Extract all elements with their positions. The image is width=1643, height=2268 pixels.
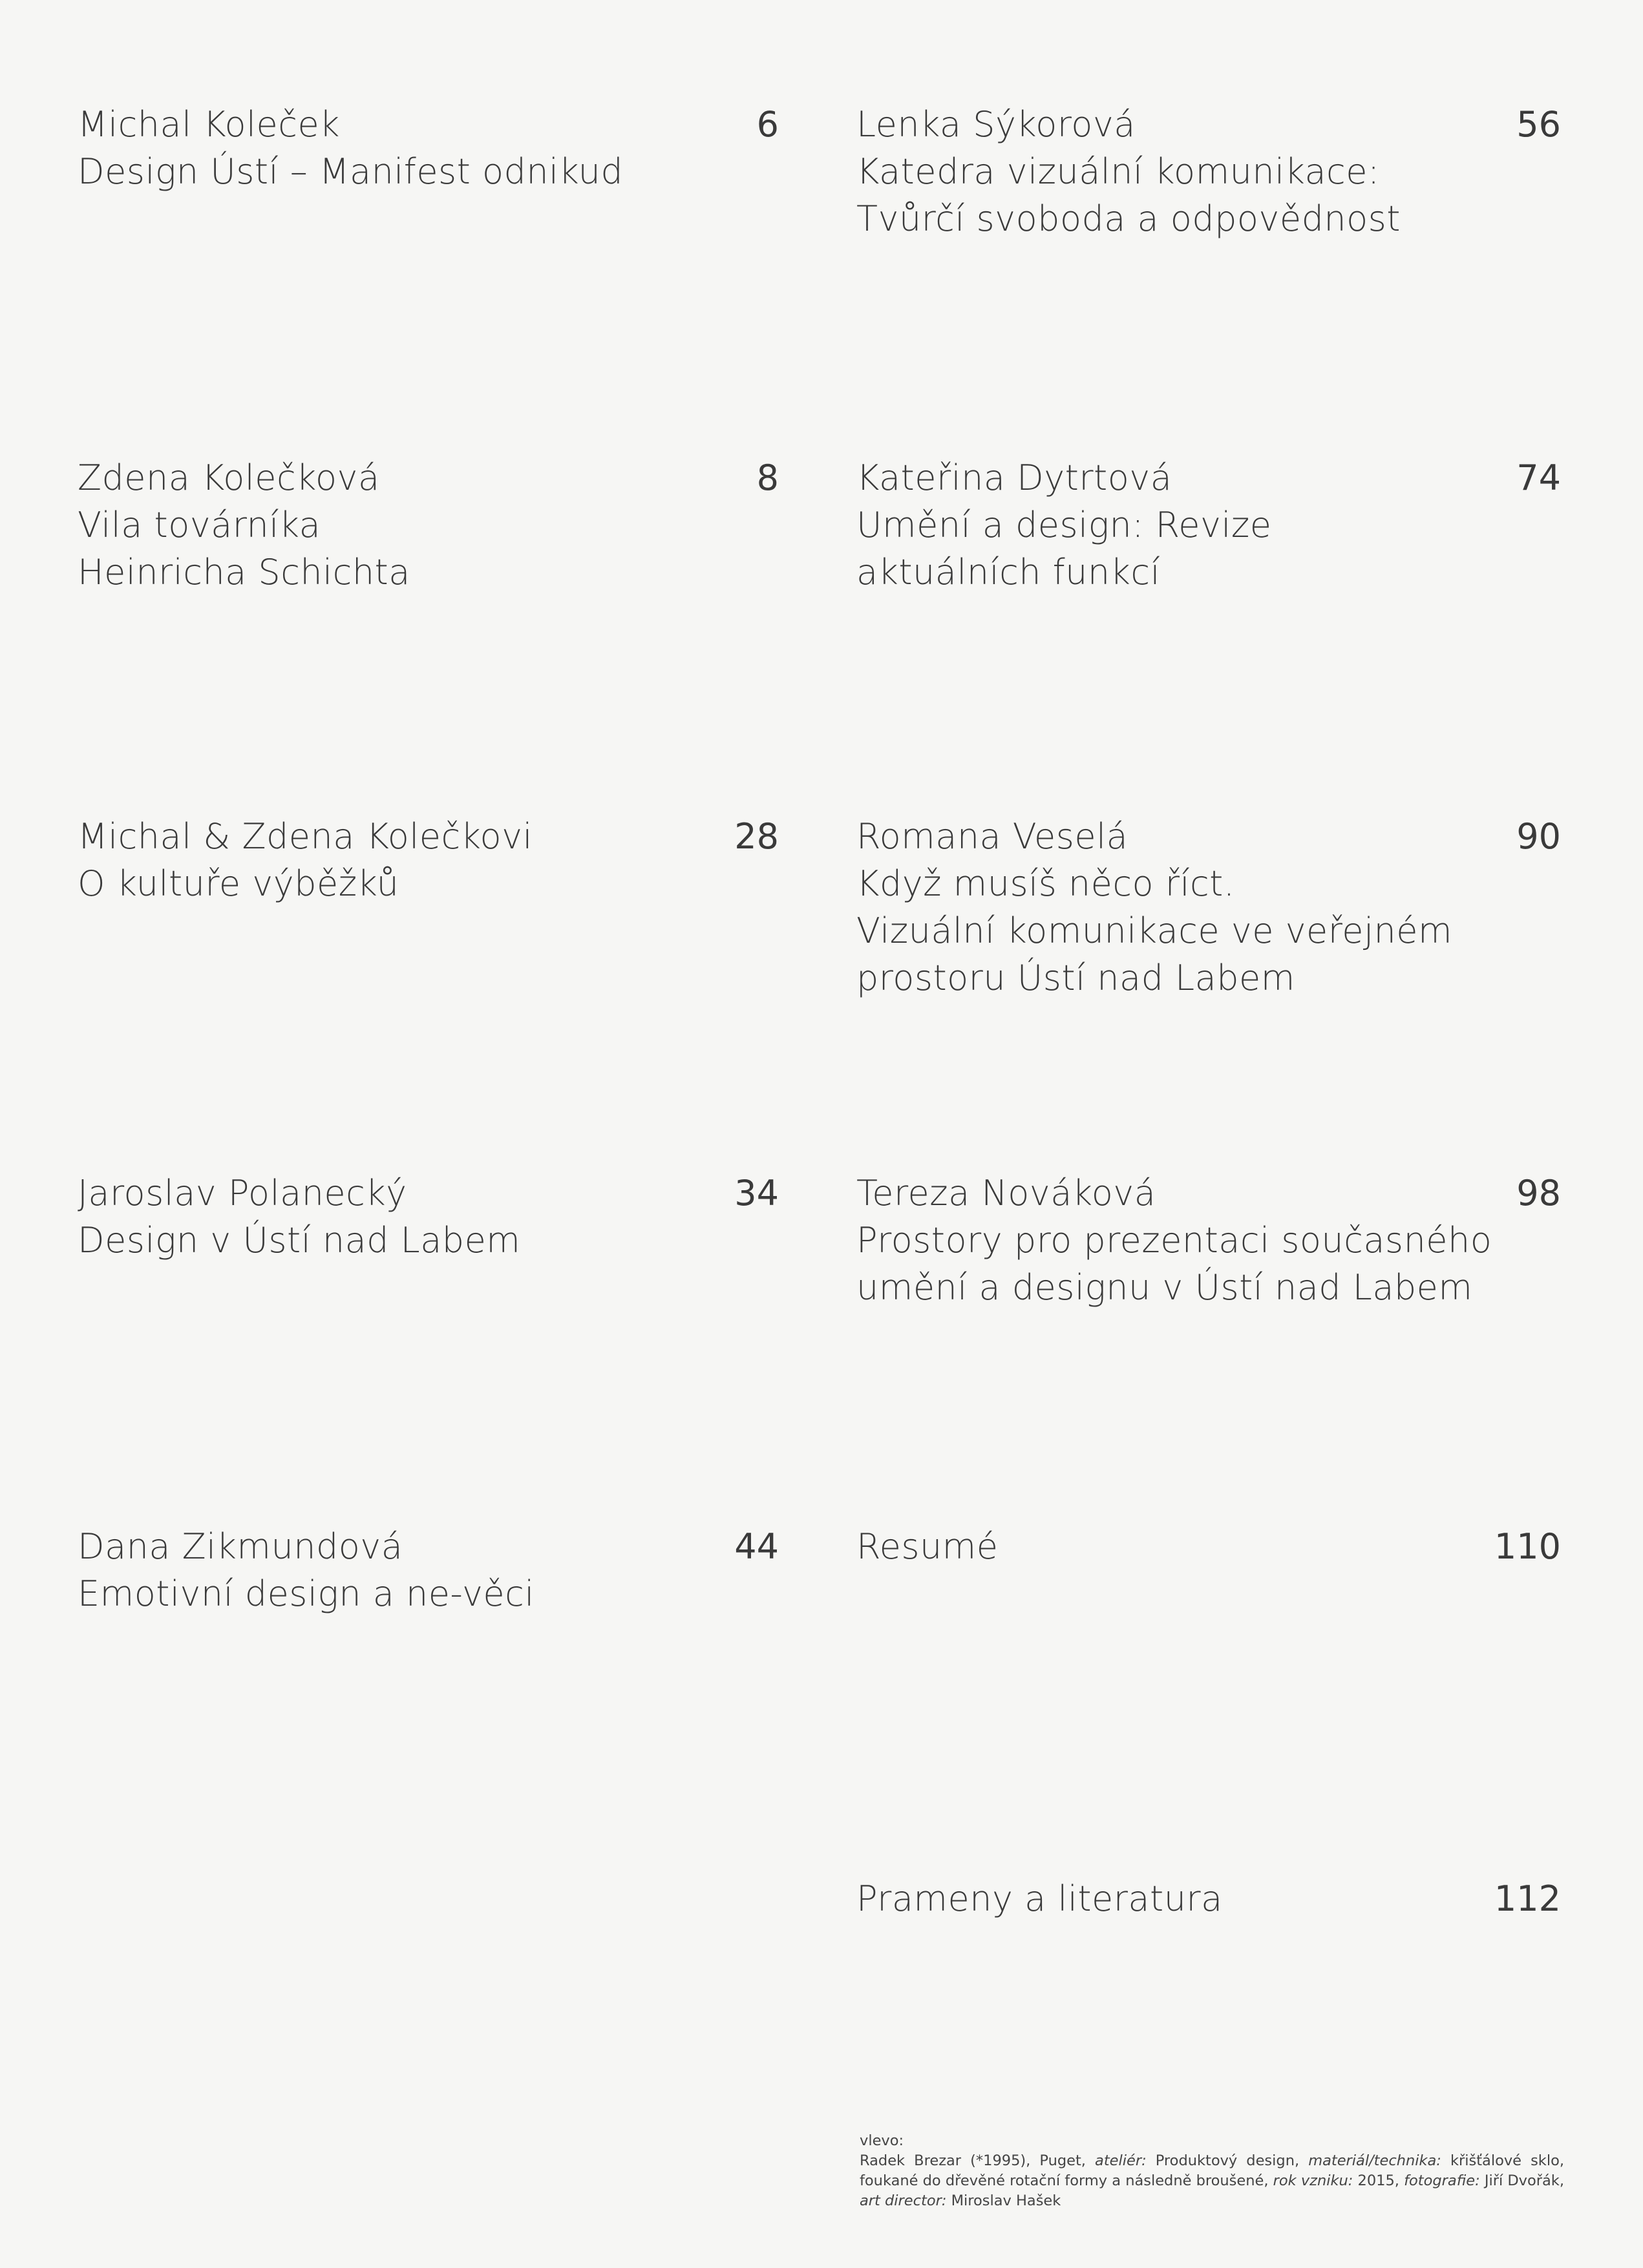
toc-page-number: 74 — [1516, 457, 1561, 498]
toc-author: Resumé — [856, 1526, 999, 1567]
toc-title: Katedra vizuální komunikace: — [856, 151, 1380, 192]
toc-entry[interactable] — [78, 454, 779, 596]
caption-value: Jiří Dvořák, — [1479, 2172, 1564, 2189]
toc-title: Umění a design: Revize — [856, 505, 1272, 545]
toc-title: aktuálních funkcí — [856, 552, 1161, 593]
toc-entry[interactable] — [856, 101, 1561, 242]
toc-title: Tvůrčí svoboda a odpovědnost — [856, 198, 1401, 239]
toc-author: Michal Koleček — [78, 104, 340, 145]
caption-artist: Radek Brezar (*1995), Puget, — [860, 2152, 1096, 2169]
toc-entry[interactable] — [856, 813, 1561, 1002]
toc-author: Lenka Sýkorová — [856, 104, 1136, 145]
image-caption — [860, 2131, 1564, 2211]
toc-author: Tereza Nováková — [856, 1173, 1156, 1213]
caption-value: Miroslav Hašek — [946, 2192, 1061, 2209]
toc-entry[interactable] — [856, 1170, 1561, 1311]
toc-entry[interactable] — [856, 1523, 1561, 1570]
toc-title: Když musíš něco říct. — [856, 863, 1235, 904]
toc-page-number: 6 — [756, 104, 779, 145]
caption-label: fotografie: — [1404, 2172, 1480, 2189]
caption-value: 2015, — [1353, 2172, 1404, 2189]
toc-entry[interactable] — [78, 1523, 779, 1617]
caption-heading: vlevo: — [860, 2132, 904, 2149]
toc-entry[interactable] — [856, 1875, 1561, 1922]
toc-author: Kateřina Dytrtová — [856, 457, 1172, 498]
toc-page-number: 34 — [734, 1173, 779, 1213]
caption-label: materiál/technika: — [1308, 2152, 1441, 2169]
toc-title: Design v Ústí nad Labem — [78, 1220, 521, 1261]
toc-author: Michal & Zdena Kolečkovi — [78, 816, 533, 857]
toc-title: Prostory pro prezentaci současného — [856, 1220, 1492, 1261]
caption-label: rok vzniku: — [1273, 2172, 1353, 2189]
toc-entry[interactable] — [78, 1170, 779, 1264]
toc-author: Jaroslav Polanecký — [78, 1173, 407, 1213]
toc-author: Zdena Kolečková — [78, 457, 380, 498]
caption-label: art director: — [860, 2192, 947, 2209]
toc-title: umění a designu v Ústí nad Labem — [856, 1267, 1473, 1308]
toc-page-number: 98 — [1516, 1173, 1561, 1213]
caption-value: křišťálové sklo, foukané do dřevěné rotační formy a následně broušené, — [860, 2152, 1565, 2189]
toc-title: prostoru Ústí nad Labem — [856, 958, 1295, 998]
toc-title: Heinricha Schichta — [78, 552, 410, 593]
caption-value: Produktový design, — [1146, 2152, 1309, 2169]
toc-author: Dana Zikmundová — [78, 1526, 403, 1567]
toc-title: Vila továrníka — [78, 505, 321, 545]
toc-entry[interactable] — [78, 813, 779, 907]
toc-page-number: 56 — [1516, 104, 1561, 145]
toc-title: Vizuální komunikace ve veřejném — [856, 910, 1453, 951]
toc-page-number: 8 — [756, 457, 779, 498]
toc-author: Prameny a literatura — [856, 1878, 1223, 1919]
toc-title: O kultuře výběžků — [78, 863, 399, 904]
toc-entry[interactable] — [78, 101, 779, 195]
toc-page-number: 112 — [1494, 1878, 1561, 1919]
caption-label: ateliér: — [1095, 2152, 1147, 2169]
toc-author: Romana Veselá — [856, 816, 1129, 857]
toc-entry[interactable] — [856, 454, 1561, 596]
toc-page-number: 110 — [1494, 1526, 1561, 1567]
caption-text — [860, 2151, 1564, 2211]
toc-page-number: 90 — [1516, 816, 1561, 857]
toc-title: Emotivní design a ne-věci — [78, 1573, 535, 1614]
toc-page-number: 44 — [734, 1526, 779, 1567]
toc-page-number: 28 — [734, 816, 779, 857]
toc-title: Design Ústí – Manifest odnikud — [78, 151, 624, 192]
